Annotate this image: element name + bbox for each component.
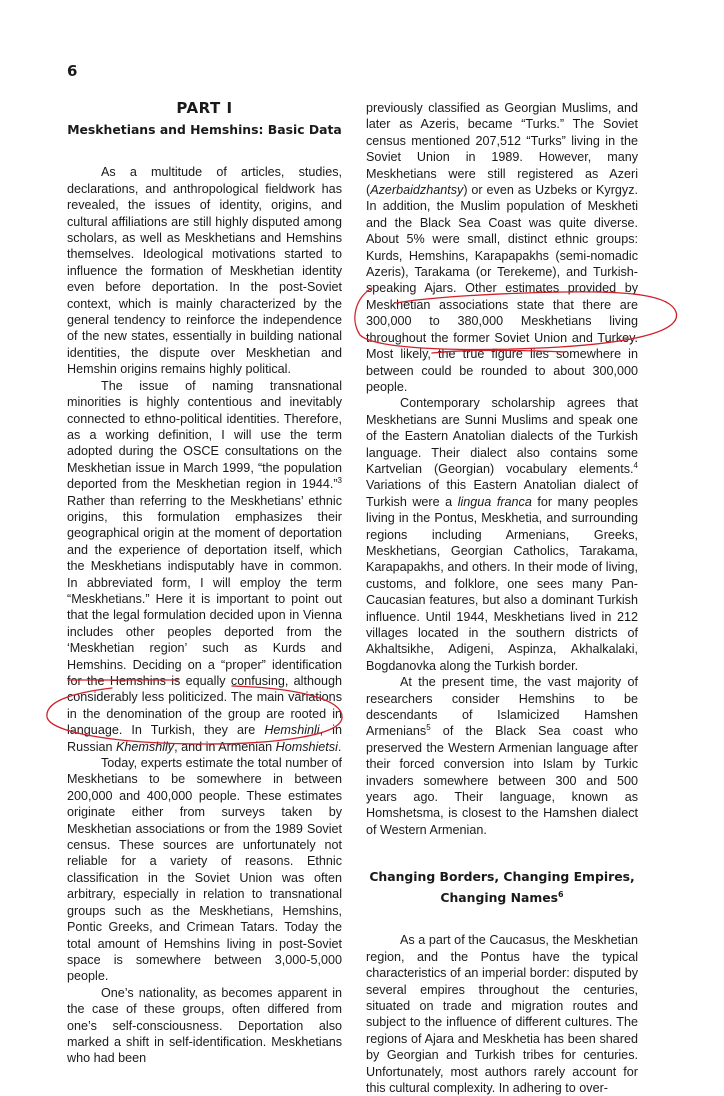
- scholarship-paragraph: Contemporary scholarship agrees that Meskhetians are Sunni Muslims and speak one of the Eastern Anatolian dialects of the Turkish language. Their dialect also contains some Kartvelian (Georgian) vocabulary elements.$^4$ Variations of this Eastern Anatolian dialect of Turkish were a lingua franca for many peoples living in the Pontus, Meskhetia, and surrounding regions including Armenians, Greeks, Meskhetians, Georgian Catholics, Tarakama, Karapapakhs, and others. In their mode of living, customs, and folklore, one sees many Pan-Caucasian features, but also a dominant Turkish influence. Until 1944, Meskhetians lived in 212 villages located in the southern districts of Akhaltsikhe, Adigeni, Aspinza, Akhalkalaki, Bogdanovka along the Turkish border.: [366, 396, 638, 673]
- caucasus-paragraph: As a part of the Caucasus, the Meskhetian region, and the Pontus have the typical characteristics of an imperial border: disputed by several empires throughout the centuries, situated on trade and migration routes and subject to the influence of different cultures. The regions of Ajara and Meskhetia has been shared by Georgian and Turkish tribes for centuries. Unfortunately, most authors rarely account for this cultural complexity. In adhering to over-: [366, 933, 638, 1095]
- footnote-4: 4: [633, 460, 638, 470]
- classification-paragraph: previously classified as Georgian Muslims, and later as Azeris, became “Turks.” The Soviet census mentioned 207,512 “Turks” living in the Soviet Union in 1989. However, many Meskhetians were still registered as Azeri (Azerbaidzhantsy) or even as Uzbeks or Kyrgyz. In addition, the Muslim population of Meskheti and the Black Sea Coast was quite diverse. About 5% were small, distinct ethnic groups: Kurds, Hemshins, Karapapakhs (semi-nomadic Azeris), Tarakama (or Terekeme), and Turkish-speaking Ajars. Other estimates provided by Meskhetian associations state that there are 300,000 to 380,000 Meskhetians living throughout the former Soviet Union and Turkey. Most likely, the true figure lies somewhere in between could be rounded to about 300,000 people.: [366, 101, 638, 394]
- part-title: PART I: [176, 99, 233, 117]
- nationality-paragraph: One’s nationality, as becomes apparent in the case of these groups, often differed from one’s self-consciousness. Deportation also marked a shift in self-identification. Meskhetians who had been: [67, 985, 342, 1066]
- footnote-3: 3: [337, 475, 342, 485]
- naming-paragraph: The issue of naming transnational minorities is highly contentious and inevitably connected to ethno-political identities. Therefore, as a working definition, I will use the term adopted during the OSCE consultations on the Meskhetian issue in March 1999, “the population deported from the Meskhetian region in 1944.”$^3$ Rather than referring to the Meskhetians’ ethnic origins, this formulation emphasizes their geographical origin at the moment of deportation and the experience of deportation itself, which the Meskhetians indisputably have in common. In abbreviated form, I will employ the term “Meskhetians.” Here it is important to point out that the legal formulation decided upon in Vienna includes other peoples deported from the ‘Meskhetian region’ such as Kurds and Hemshins. Deciding on a “proper” identification for the Hemshins is equally confusing, although considerably less politicized. The main variations in the denomination of the group are rooted in language. In Turkish, they are Hemshinli, in Russian Khemshily, and in Armenian Homshietsi.: [67, 378, 342, 754]
- footnote-5: 5: [426, 723, 431, 733]
- part-subtitle: Meskhetians and Hemshins: Basic Data: [67, 122, 342, 138]
- estimate-paragraph: Today, experts estimate the total number of Meskhetians to be somewhere in between 200,000 and 400,000 people. These estimates originate either from surveys taken by Meskhetian associations or from the 1989 Soviet census. These sources are unfortunately not reliable for a variety of reasons. Ethnic classification in the Soviet Union was often arbitrary, especially in relation to transnational groups such as the Meskhetians, Hemshins, Pontic Greeks, and Crimean Tatars. Today the total amount of Hemshins living in post-Soviet space is somewhere between 3,000-5,000 people.: [67, 756, 342, 984]
- footnote-6: 6: [558, 890, 564, 900]
- left-column: [67, 100, 342, 1067]
- section-heading: Changing Borders, Changing Empires, Changing Names$^6$: [369, 869, 635, 906]
- right-column: [366, 100, 638, 1096]
- page-number: 6: [67, 62, 78, 80]
- hemshin-paragraph: At the present time, the vast majority of researchers consider Hemshins to be descendants of Islamicized Hamshen Armenians$^5$ of the Black Sea coast who preserved the Western Armenian language after their forced conversion into Islam by Turkic invaders somewhere between 300 and 500 years ago. Their language, known as Homshetsma, is closest to the Hamshen dialect of Western Armenian.: [366, 675, 638, 837]
- intro-paragraph: As a multitude of articles, studies, declarations, and anthropological fieldwork has revealed, the issues of identity, origins, and cultural affiliations are still highly disputed among scholars, as well as Meskhetians and Hemshins themselves. Ideological motivations started to influence the formation of Meskhetian identity even before deportation. In the post-Soviet context, which is mainly characterized by the general tendency to reinforce the independence of the new states, essentially in building national identities, the dispute over Meskhetian and Hemshin origins remains highly political.: [67, 165, 342, 377]
